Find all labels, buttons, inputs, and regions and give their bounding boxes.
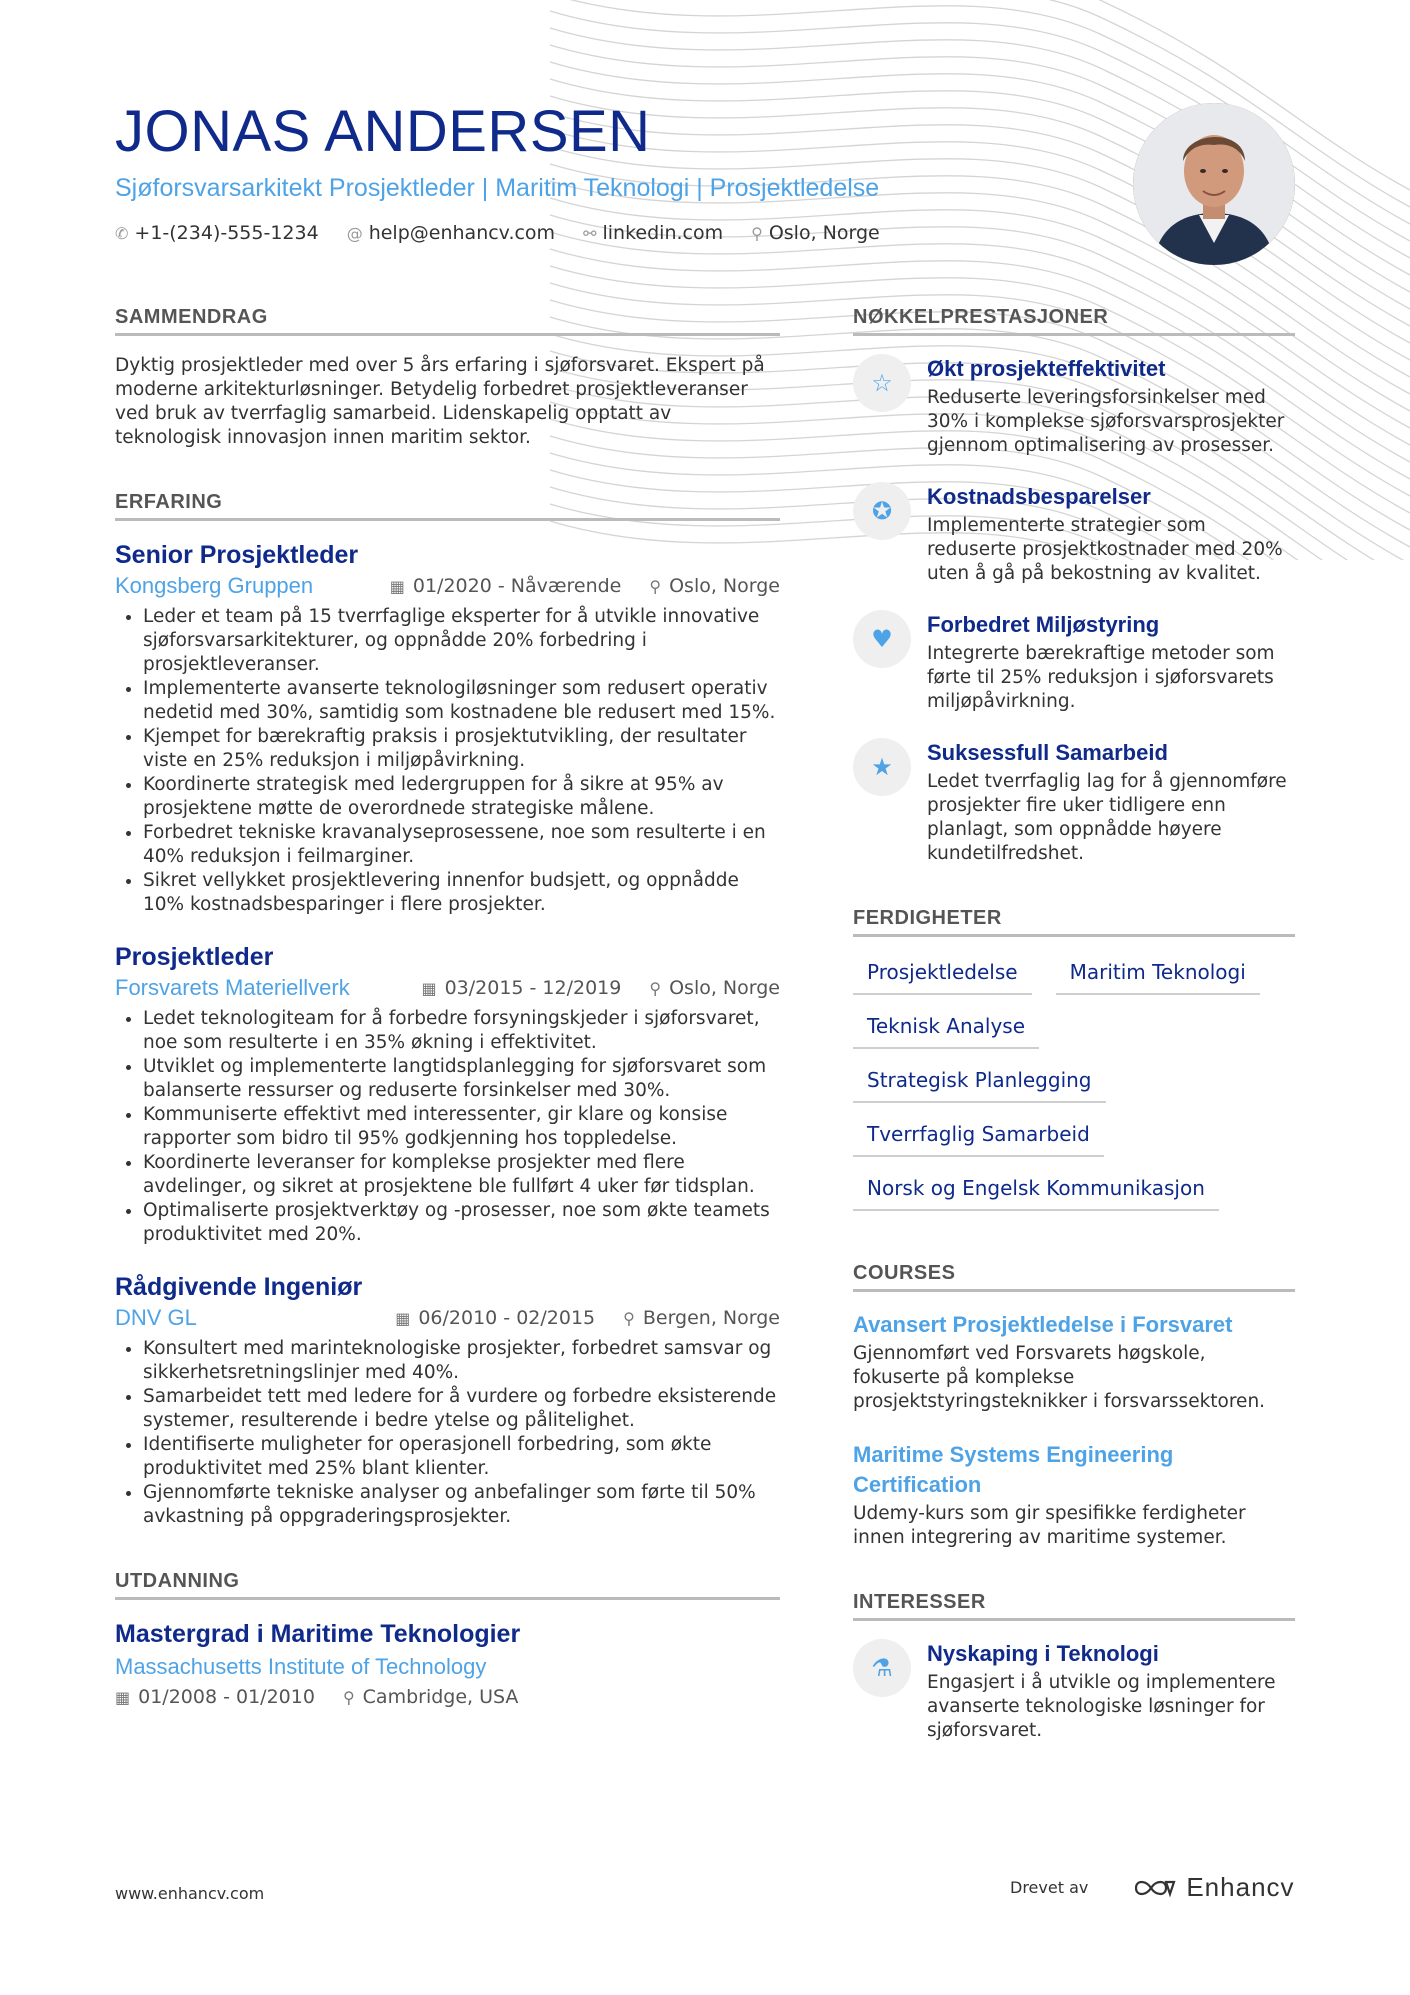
contact-email[interactable] xyxy=(347,222,555,244)
footer-branding xyxy=(1010,1872,1295,1903)
calendar-icon: ▦ xyxy=(389,576,405,596)
job-bullet: • Kjempet for bærekraftig praksis i prosjektutvikling, der resultater viste en 25% reduksjon i miljøpåvirkning. xyxy=(143,725,780,773)
job-bullet: • Koordinerte strategisk med ledergruppen for å sikre at 95% av prosjektene møtte de overordnede strategiske målene. xyxy=(143,773,780,821)
skill-tag: Teknisk Analyse xyxy=(853,1009,1039,1049)
job-bullet: • Identifiserte muligheter for operasjonell forbedring, som økte produktivitet med 25% blant klienter. xyxy=(143,1433,780,1481)
education-location: Cambridge, USA xyxy=(362,1686,519,1708)
skill-tag: Prosjektledelse xyxy=(853,955,1032,995)
job-bullet: • Utviklet og implementerte langtidsplanlegging for sjøforsvaret som balanserte ressurser og reduserte forsinkelser med 30%. xyxy=(143,1055,780,1103)
calendar-icon: ▦ xyxy=(115,1687,131,1707)
job-dates: 03/2015 - 12/2019 xyxy=(444,977,622,999)
phone-text: +1-(234)-555-1234 xyxy=(134,222,319,244)
education-degree: Mastergrad i Maritime Teknologier xyxy=(115,1620,521,1648)
achievement-item xyxy=(853,482,1295,586)
achievement-title: Kostnadsbesparelser xyxy=(927,484,1151,509)
brand-logo[interactable] xyxy=(1132,1872,1294,1903)
phone-icon: ✆ xyxy=(115,223,129,243)
interests-heading: INTERESSER xyxy=(853,1590,1295,1621)
job-entry xyxy=(115,941,780,1247)
job-bullet: • Kommuniserte effektivt med interessenter, gir klare og konsise rapporter som bidro til 95% godkjenning hos toppledelse. xyxy=(143,1103,780,1151)
job-company: DNV GL xyxy=(115,1305,197,1330)
job-bullet: • Konsultert med marinteknologiske prosjekter, forbedret samsvar og sikkerhetsretningslinjer med 40%. xyxy=(143,1337,780,1385)
contact-location xyxy=(751,222,880,244)
achievements-heading: NØKKELPRESTASJONER xyxy=(853,305,1295,336)
interest-desc: Engasjert i å utvikle og implementere avanserte teknologiske løsninger for sjøforsvaret. xyxy=(927,1672,1276,1741)
job-bullet: • Ledet teknologiteam for å forbedre forsyningskjeder i sjøforsvaret, noe som resulterte i en 35% økning i effektivitet. xyxy=(143,1007,780,1055)
skills-list xyxy=(853,955,1295,1211)
award-icon: ✪ xyxy=(853,482,911,540)
map-pin-icon: ⚲ xyxy=(649,978,662,998)
achievement-item xyxy=(853,610,1295,714)
education-dates: 01/2008 - 01/2010 xyxy=(138,1686,315,1708)
job-title: Prosjektleder xyxy=(115,943,274,971)
course-title: Avansert Prosjektledelse i Forsvaret xyxy=(853,1312,1233,1337)
skills-heading: FERDIGHETER xyxy=(853,906,1295,937)
job-location: Oslo, Norge xyxy=(669,977,780,999)
education-school: Massachusetts Institute of Technology xyxy=(115,1654,487,1679)
job-bullets xyxy=(115,605,780,917)
interest-item xyxy=(853,1639,1295,1743)
achievement-item xyxy=(853,354,1295,458)
job-bullet: • Leder et team på 15 tverrfaglige eksperter for å utvikle innovative sjøforsvarsarkitekturer, og oppnådde 20% forbedring i prosjektleveranser. xyxy=(143,605,780,677)
skill-tag: Norsk og Engelsk Kommunikasjon xyxy=(853,1171,1219,1211)
achievement-desc: Reduserte leveringsforsinkelser med 30% i komplekse sjøforsvarsprosjekter gjennom optimalisering av prosesser. xyxy=(927,387,1285,456)
skills-section xyxy=(853,906,1295,1211)
map-pin-icon: ⚲ xyxy=(342,1687,355,1707)
achievement-desc: Integrerte bærekraftige metoder som førte til 25% reduksjon i sjøforsvarets miljøpåvirkning. xyxy=(927,643,1275,712)
candidate-name: JONAS ANDERSEN xyxy=(115,99,651,164)
course-item xyxy=(853,1310,1295,1414)
job-location: Oslo, Norge xyxy=(669,575,780,597)
map-pin-icon: ⚲ xyxy=(751,223,763,243)
interest-title: Nyskaping i Teknologi xyxy=(927,1641,1159,1666)
summary-section xyxy=(115,305,780,450)
linkedin-text[interactable]: linkedin.com xyxy=(602,222,724,244)
job-bullet: • Gjennomførte tekniske analyser og anbefalinger som førte til 50% avkastning på oppgraderingsprosjekter. xyxy=(143,1481,780,1529)
education-section xyxy=(115,1569,780,1708)
achievement-item xyxy=(853,738,1295,866)
left-column xyxy=(115,305,780,1708)
job-bullet: • Sikret vellykket prosjektlevering innenfor budsjett, og oppnådde 10% kostnadsbesparinger i flere prosjekter. xyxy=(143,869,780,917)
skill-tag: Maritim Teknologi xyxy=(1056,955,1260,995)
courses-heading: COURSES xyxy=(853,1261,1295,1292)
job-company: Kongsberg Gruppen xyxy=(115,573,314,598)
job-dates: 06/2010 - 02/2015 xyxy=(418,1307,596,1329)
experience-heading: ERFARING xyxy=(115,490,780,521)
achievement-title: Økt prosjekteffektivitet xyxy=(927,356,1166,381)
achievement-title: Forbedret Miljøstyring xyxy=(927,612,1160,637)
job-bullets xyxy=(115,1007,780,1247)
map-pin-icon: ⚲ xyxy=(649,576,662,596)
course-item xyxy=(853,1440,1295,1550)
star-icon: ★ xyxy=(853,738,911,796)
job-title: Senior Prosjektleder xyxy=(115,541,359,569)
resume-header xyxy=(115,98,1065,244)
contact-linkedin[interactable] xyxy=(583,222,723,244)
achievement-desc: Ledet tverrfaglig lag for å gjennomføre prosjekter fire uker tidligere enn planlagt, som oppnådde høyere kundetilfredshet. xyxy=(927,771,1287,864)
job-meta xyxy=(115,573,780,599)
experience-section xyxy=(115,490,780,1529)
enhancv-logo-icon xyxy=(1132,1876,1178,1900)
calendar-icon: ▦ xyxy=(395,1308,411,1328)
achievements-section xyxy=(853,305,1295,866)
right-column xyxy=(853,305,1295,1767)
profile-photo xyxy=(1133,103,1295,265)
job-bullet: • Koordinerte leveranser for komplekse prosjekter med flere avdelinger, og sikret at prosjektene ble fullført 4 uker før tidsplan. xyxy=(143,1151,780,1199)
email-text[interactable]: help@enhancv.com xyxy=(368,222,556,244)
skill-tag: Tverrfaglig Samarbeid xyxy=(853,1117,1104,1157)
job-dates: 01/2020 - Nåværende xyxy=(412,575,622,597)
education-meta xyxy=(115,1686,780,1708)
achievement-desc: Implementerte strategier som reduserte prosjektkostnader med 20% uten å gå på bekostning av kvalitet. xyxy=(927,515,1283,584)
job-bullet: • Optimaliserte prosjektverktøy og -prosesser, noe som økte teamets produktivitet med 20%. xyxy=(143,1199,780,1247)
candidate-tagline: Sjøforsvarsarkitekt Prosjektleder | Maritim Teknologi | Prosjektledelse xyxy=(115,174,880,202)
course-desc: Udemy-kurs som gir spesifikke ferdigheter innen integrering av maritime systemer. xyxy=(853,1503,1246,1548)
course-desc: Gjennomført ved Forsvarets høgskole, fokuserte på komplekse prosjektstyringsteknikker i forsvarssektoren. xyxy=(853,1343,1266,1412)
job-bullet: • Samarbeidet tett med ledere for å vurdere og forbedre eksisterende systemer, resulterende i bedre ytelse og pålitelighet. xyxy=(143,1385,780,1433)
job-location: Bergen, Norge xyxy=(642,1307,780,1329)
job-bullet: • Forbedret tekniske kravanalyseprosessene, noe som resulterte i en 40% reduksjon i feilmarginer. xyxy=(143,821,780,869)
interests-section xyxy=(853,1590,1295,1743)
job-bullets xyxy=(115,1337,780,1529)
job-meta xyxy=(115,975,780,1001)
footer-website[interactable]: www.enhancv.com xyxy=(115,1884,265,1903)
powered-by-label: Drevet av xyxy=(1010,1878,1089,1897)
contact-phone xyxy=(115,222,319,244)
job-bullet: • Implementerte avanserte teknologiløsninger som redusert operativ nedetid med 30%, samtidig som kostnadene ble redusert med 15%. xyxy=(143,677,780,725)
skill-tag: Strategisk Planlegging xyxy=(853,1063,1106,1103)
contact-row xyxy=(115,222,1065,244)
calendar-icon: ▦ xyxy=(421,978,437,998)
achievement-title: Suksessfull Samarbeid xyxy=(927,740,1168,765)
at-icon: @ xyxy=(346,223,363,243)
education-heading: UTDANNING xyxy=(115,1569,780,1600)
map-pin-icon: ⚲ xyxy=(623,1308,635,1328)
link-icon: ⚯ xyxy=(583,223,597,243)
summary-heading: SAMMENDRAG xyxy=(115,305,780,336)
star-icon: ☆ xyxy=(853,354,911,412)
job-meta xyxy=(115,1305,780,1331)
innovation-icon: ⚗ xyxy=(853,1639,911,1697)
location-text: Oslo, Norge xyxy=(768,222,880,244)
summary-text: Dyktig prosjektleder med over 5 års erfaring i sjøforsvaret. Ekspert på moderne arkitekturløsninger. Betydelig forbedret prosjektleveranser ved bruk av tverrfaglig samarbeid. Lidenskapelig opptatt av teknologisk innovasjon innen maritim sektor. xyxy=(115,355,765,448)
job-company: Forsvarets Materiellverk xyxy=(115,975,350,1000)
brand-name: Enhancv xyxy=(1186,1872,1295,1902)
job-entry xyxy=(115,539,780,917)
heart-icon: ♥ xyxy=(853,610,911,668)
courses-section xyxy=(853,1261,1295,1550)
job-entry xyxy=(115,1271,780,1529)
job-title: Rådgivende Ingeniør xyxy=(115,1273,363,1301)
course-title: Maritime Systems Engineering Certification xyxy=(853,1442,1174,1497)
